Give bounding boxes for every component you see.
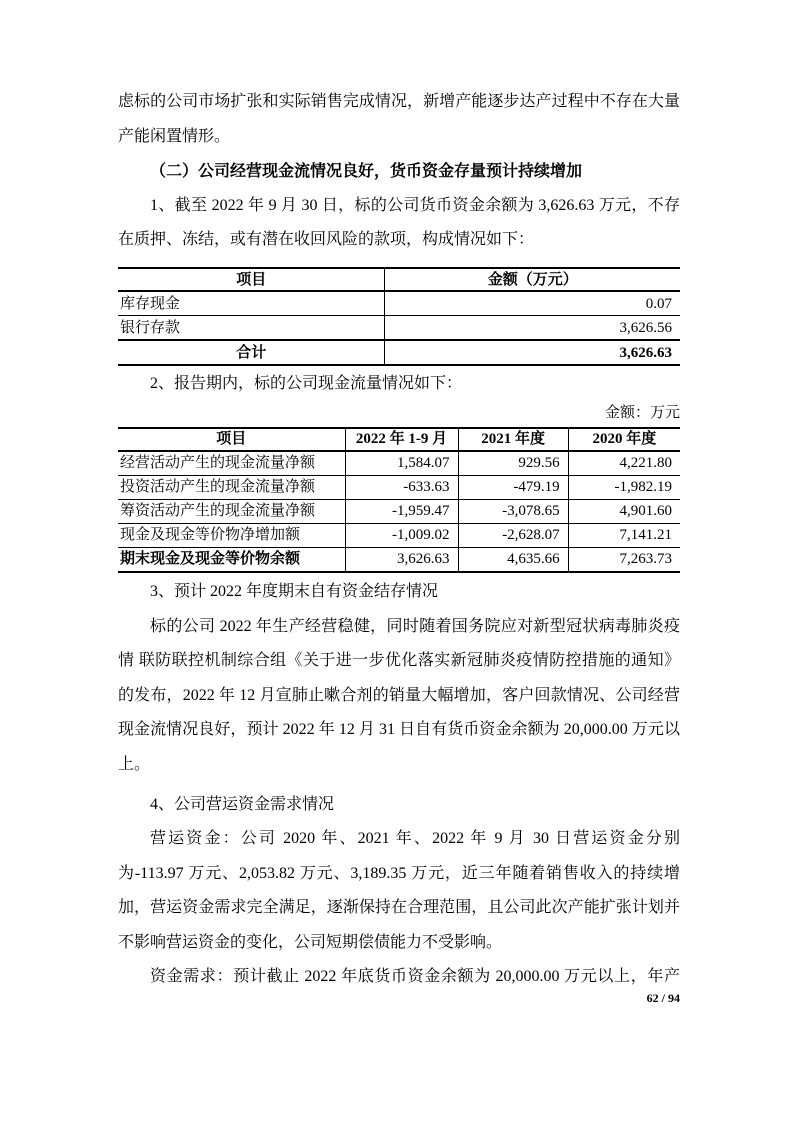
row-label: 现金及现金等价物净增加额 [118,523,345,547]
row-value: 1,584.07 [345,451,458,476]
table-header-row [118,268,680,291]
row-value: 7,263.73 [619,551,672,567]
table-row [118,316,680,341]
row-value: 4,635.66 [458,547,568,572]
row-value: -1,959.47 [345,499,458,523]
header-cell-item: 项目 [118,268,385,291]
row-value: 929.56 [458,451,568,476]
item-1-paragraph: 1、截至 2022 年 9 月 30 日，标的公司货币资金余额为 3,626.63 万元，不存在质押、冻结，或有潜在收回风险的款项，构成情况如下： [118,196,680,248]
header-cell-2021: 2021 年度 [458,428,568,451]
table-unit-note: 金额：万元 [604,405,680,421]
header-cell-2020: 2020 年度 [568,428,680,451]
row-value: -1,009.02 [345,523,458,547]
cash-flow-table [118,427,680,573]
header-cell-2022: 2022 年 1-9 月 [345,428,458,451]
fund-forecast-paragraph: 标的公司 2022 年生产经营稳健，同时随着国务院应对新型冠状病毒肺炎疫情 联防联控机制综合组《关于进一步优化落实新冠肺炎疫情防控措施的通知》的发布，2022 年 12 月宣肺止嗽合剂的销量大幅增加，客户回款情况、公司经营现金流情况良好，预计 2022 年 12 月 31 日自有货币资金余额为 20,000.00 万元以上。 [118,617,680,773]
table-row [118,499,680,523]
table-total-row [118,340,680,365]
continuation-paragraph: 虑标的公司市场扩张和实际销售完成情况，新增产能逐步达产过程中不存在大量产能闲置情形。 [118,93,680,145]
total-value: 3,626.63 [385,340,680,365]
row-value: -2,628.07 [458,523,568,547]
row-label: 经营活动产生的现金流量净额 [118,451,345,476]
row-value: -3,078.65 [458,499,568,523]
table-row [118,523,680,547]
row-value: 4,901.60 [568,499,680,523]
capital-need-paragraph: 资金需求：预计截止 2022 年底货币资金余额为 20,000.00 万元以上，年产 [150,968,680,985]
row-value: 3,626.56 [385,316,680,341]
cash-composition-table [118,267,680,366]
header-cell-amount: 金额（万元） [385,268,680,291]
row-label: 银行存款 [118,316,385,341]
header-cell-item: 项目 [118,428,345,451]
row-label: 筹资活动产生的现金流量净额 [118,499,345,523]
section-heading: （二）公司经营现金流情况良好，货币资金存量预计持续增加 [150,162,583,180]
row-value: 4,221.80 [568,451,680,476]
row-label: 期末现金及现金等价物余额 [118,547,345,572]
item-4-paragraph: 4、公司营运资金需求情况 [150,795,335,813]
item-2-paragraph: 2、报告期内，标的公司现金流量情况如下： [150,375,463,392]
table-row [118,291,680,316]
page-number: 62 / 94 [646,990,680,1005]
table-row [118,451,680,476]
row-value: -1,982.19 [568,475,680,499]
table-row [118,547,680,572]
row-value: -633.63 [345,475,458,499]
row-value: -479.19 [458,475,568,499]
row-value: 7,141.21 [568,523,680,547]
working-capital-paragraph: 营运资金：公司 2020 年、2021 年、2022 年 9 月 30 日营运资金分别为-113.97 万元、2,053.82 万元、3,189.35 万元，近三年随着销售收入的持续增加，营运资金需求完全满足，逐渐保持在合理范围，且公司此次产能扩张计划并不影响营运资金的变化，公司短期偿债能力不受影响。 [118,830,680,951]
row-label: 库存现金 [118,291,385,316]
row-value: 3,626.63 [345,547,458,572]
total-label: 合计 [118,340,385,365]
table-header-row [118,428,680,451]
row-value: 0.07 [385,291,680,316]
item-3-paragraph: 3、预计 2022 年度期末自有资金结存情况 [150,583,439,600]
table-row [118,475,680,499]
row-label: 投资活动产生的现金流量净额 [118,475,345,499]
